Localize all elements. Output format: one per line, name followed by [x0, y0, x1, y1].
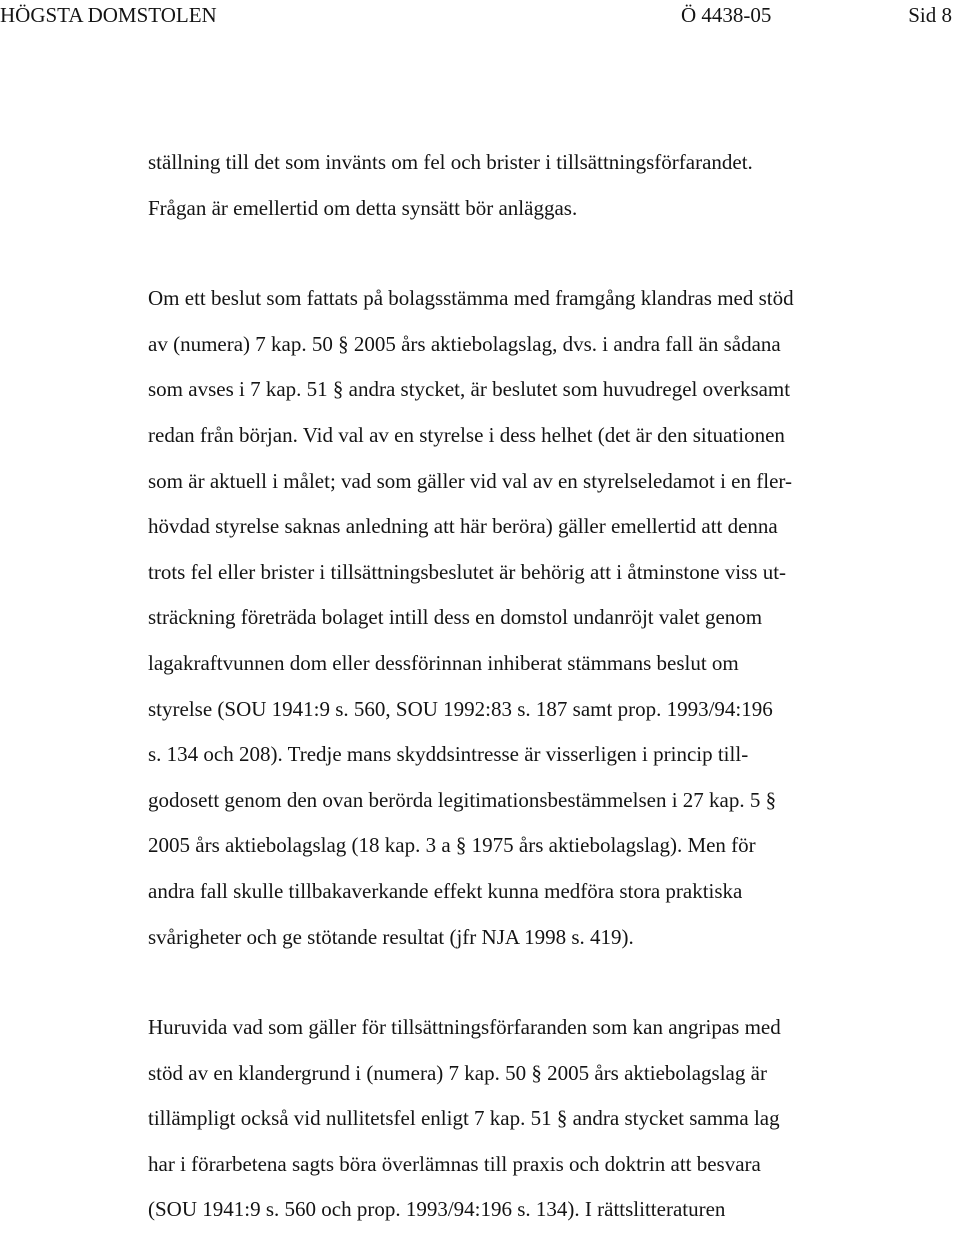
text-line: sträckning företräda bolaget intill dess en domstol undanröjt valet genom	[148, 605, 763, 630]
text-line: svårigheter och ge stötande resultat (jfr NJA 1998 s. 419).	[148, 924, 634, 949]
text-line: 2005 års aktiebolagslag (18 kap. 3 a § 1975 års aktiebolagslag). Men för	[148, 833, 756, 858]
court-name: HÖGSTA DOMSTOLEN	[0, 3, 217, 27]
case-number: Ö 4438-05	[681, 3, 772, 27]
text-line: av (numera) 7 kap. 50 § 2005 års aktiebolagslag, dvs. i andra fall än sådana	[148, 331, 781, 356]
text-line: hövdad styrelse saknas anledning att här beröra) gäller emellertid att denna	[148, 514, 778, 539]
text-line: har i förarbetena sagts böra överlämnas till praxis och doktrin att besvara	[148, 1151, 761, 1176]
text-line: (SOU 1941:9 s. 560 och prop. 1993/94:196 s. 134). I rättslitteraturen	[148, 1197, 726, 1222]
paragraph-2	[148, 276, 960, 960]
text-line: s. 134 och 208). Tredje mans skyddsintresse är visserligen i princip till-	[148, 742, 749, 767]
text-line: stöd av en klandergrund i (numera) 7 kap. 50 § 2005 års aktiebolagslag är	[148, 1060, 767, 1085]
paragraph-1	[148, 140, 960, 231]
text-line: godosett genom den ovan berörda legitimationsbestämmelsen i 27 kap. 5 §	[148, 787, 777, 812]
page-header	[0, 0, 960, 30]
text-line: ställning till det som invänts om fel och brister i tillsättningsförfarandet.	[148, 150, 753, 174]
text-line: andra fall skulle tillbakaverkande effekt kunna medföra stora praktiska	[148, 878, 743, 903]
text-line: som är aktuell i målet; vad som gäller vid val av en styrelseledamot i en fler-	[148, 468, 792, 493]
text-line: Om ett beslut som fattats på bolagsstämma med framgång klandras med stöd	[148, 286, 794, 311]
document-body	[148, 140, 960, 1233]
text-line: Frågan är emellertid om detta synsätt bör anläggas.	[148, 195, 578, 220]
text-line: trots fel eller brister i tillsättningsbeslutet är behörig att i åtminstone viss ut-	[148, 559, 787, 584]
text-line: som avses i 7 kap. 51 § andra stycket, är beslutet som huvudregel overksamt	[148, 377, 791, 402]
text-line: tillämpligt också vid nullitetsfel enligt 7 kap. 51 § andra stycket samma lag	[148, 1106, 780, 1131]
text-line: Huruvida vad som gäller för tillsättningsförfaranden som kan angripas med	[148, 1015, 781, 1040]
text-line: styrelse (SOU 1941:9 s. 560, SOU 1992:83 s. 187 samt prop. 1993/94:196	[148, 696, 773, 721]
text-line: lagakraftvunnen dom eller dessförinnan inhiberat stämmans beslut om	[148, 650, 739, 675]
page-number: Sid 8	[908, 3, 952, 27]
paragraph-3	[148, 1005, 960, 1233]
text-line: redan från början. Vid val av en styrelse i dess helhet (det är den situationen	[148, 422, 785, 447]
